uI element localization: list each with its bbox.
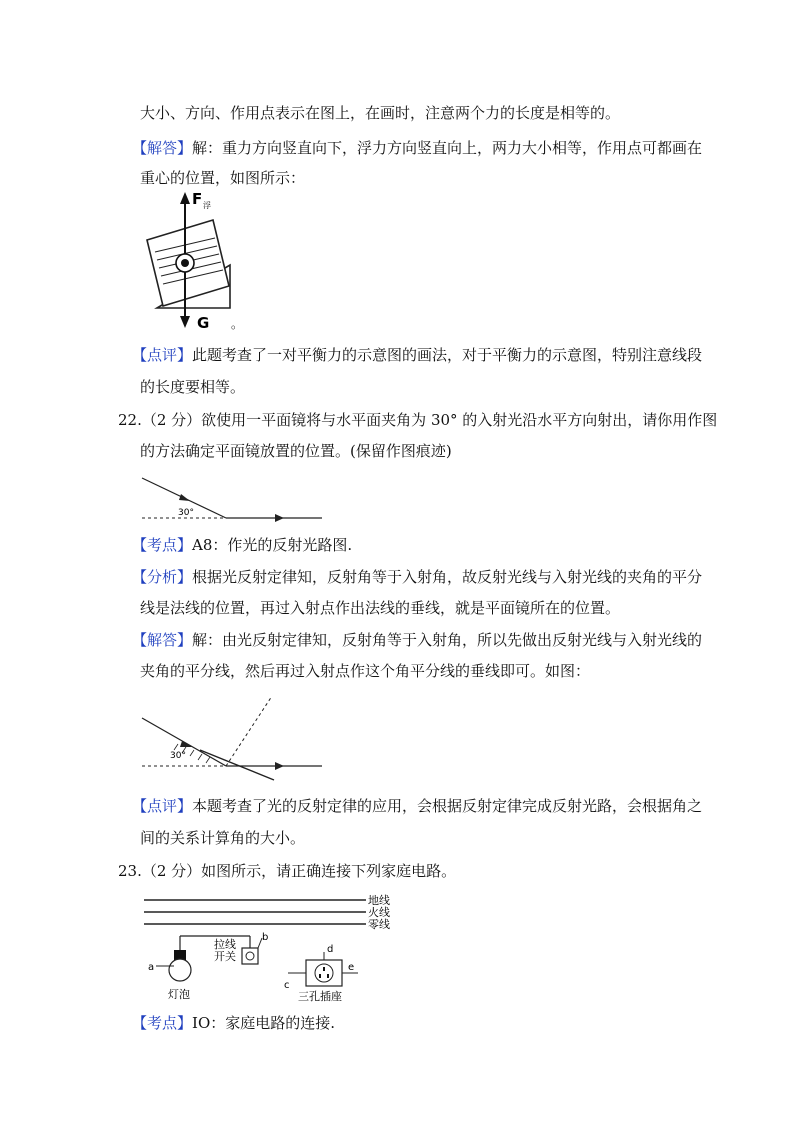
mirror-solution-figure bbox=[138, 692, 328, 788]
arrow-icon bbox=[179, 494, 190, 501]
power-wires bbox=[144, 900, 366, 924]
q22-comment-cont bbox=[140, 828, 305, 848]
comment-tag: 【点评】 bbox=[132, 797, 193, 815]
answer-text: 解：由光反射定律知，反射角等于入射角，所以先做出反射光线与入射光线的 bbox=[192, 631, 703, 649]
q22-stem-cont bbox=[140, 441, 452, 461]
question-text: 的方法确定平面镜放置的位置。(保留作图痕迹) bbox=[140, 442, 452, 460]
kaodian-text: IO：家庭电路的连接. bbox=[192, 1014, 336, 1032]
buoyancy-figure bbox=[135, 190, 255, 335]
switch-label-1: 拉线 bbox=[214, 938, 236, 951]
point-a: a bbox=[148, 962, 155, 973]
answer-text: 解：重力方向竖直向下，浮力方向竖直向上，两力大小相等，作用点可都画在 bbox=[192, 139, 703, 157]
text-line bbox=[140, 103, 620, 123]
kaodian-text: A8：作光的反射光路图. bbox=[192, 536, 353, 554]
bulb-label: 灯泡 bbox=[168, 988, 190, 1001]
fenxi-text: 根据光反射定律知，反射角等于入射角，故反射光线与入射光线的夹角的平分 bbox=[192, 568, 703, 586]
q23-stem bbox=[118, 861, 456, 881]
socket-hole-right bbox=[327, 974, 329, 978]
answer-tag: 【解答】 bbox=[132, 139, 193, 157]
wire-ground-label: 地线 bbox=[368, 894, 390, 907]
q23-kaodian bbox=[132, 1013, 335, 1033]
label-G: G bbox=[197, 314, 210, 332]
normal-dashed bbox=[226, 696, 272, 766]
q22-fenxi-cont bbox=[140, 598, 620, 618]
answer-text: 夹角的平分线，然后再过入射点作这个角平分线的垂线即可。如图： bbox=[140, 662, 591, 680]
comment-text: 此题考查了一对平衡力的示意图的画法，对于平衡力的示意图，特别注意线段 bbox=[192, 346, 703, 364]
socket-label: 三孔插座 bbox=[298, 990, 342, 1003]
fenxi-text: 线是法线的位置，再过入射点作出法线的垂线，就是平面镜所在的位置。 bbox=[140, 599, 621, 617]
q21-comment-cont bbox=[140, 377, 245, 397]
question-text: （2 分）欲使用一平面镜将与水平面夹角为 30° 的入射光沿水平方向射出，请你用作图 bbox=[141, 411, 718, 429]
point-d: d bbox=[327, 944, 334, 955]
q22-comment bbox=[132, 796, 702, 816]
arrow-icon bbox=[275, 762, 284, 770]
figure-period: 。 bbox=[231, 317, 244, 331]
comment-text: 本题考查了光的反射定律的应用，会根据反射定律完成反射光路，会根据角之 bbox=[192, 797, 703, 815]
arrow-down-icon bbox=[180, 316, 190, 328]
q21-answer bbox=[132, 138, 702, 158]
q22-stem bbox=[118, 410, 717, 430]
q21-comment bbox=[132, 345, 702, 365]
q21-answer-cont bbox=[140, 168, 305, 188]
q22-answer-cont bbox=[140, 661, 590, 681]
paragraph-text: 大小、方向、作用点表示在图上，在画时，注意两个力的长度是相等的。 bbox=[140, 104, 621, 122]
q22-answer bbox=[132, 630, 702, 650]
answer-tag: 【解答】 bbox=[132, 631, 193, 649]
comment-text: 的长度要相等。 bbox=[140, 378, 246, 396]
kaodian-tag: 【考点】 bbox=[132, 536, 193, 554]
center-dot-icon bbox=[181, 259, 189, 267]
comment-tag: 【点评】 bbox=[132, 346, 193, 364]
socket-hole-left bbox=[319, 974, 321, 978]
label-F-sub: 浮 bbox=[203, 201, 211, 210]
bulb-icon bbox=[169, 959, 191, 981]
arrow-icon bbox=[180, 741, 192, 747]
q22-fenxi bbox=[132, 567, 702, 587]
arrow-up-icon bbox=[180, 192, 190, 204]
point-b: b bbox=[262, 932, 269, 943]
household-circuit-figure bbox=[138, 890, 403, 1005]
kaodian-tag: 【考点】 bbox=[132, 1014, 193, 1032]
fenxi-tag: 【分析】 bbox=[132, 568, 193, 586]
question-text: （2 分）如图所示，请正确连接下列家庭电路。 bbox=[141, 862, 457, 880]
mirror-line bbox=[200, 750, 274, 780]
wire-live-label: 火线 bbox=[368, 906, 390, 919]
point-c: c bbox=[284, 980, 290, 991]
angle-label: 30° bbox=[170, 751, 186, 761]
switch-label-2: 开关 bbox=[214, 950, 236, 963]
incident-ray-figure bbox=[138, 470, 328, 528]
label-F: F bbox=[192, 190, 203, 208]
comment-text: 间的关系计算角的大小。 bbox=[140, 829, 306, 847]
question-number: 23. bbox=[118, 862, 142, 880]
arrow-icon bbox=[275, 514, 284, 522]
answer-text: 重心的位置，如图所示： bbox=[140, 169, 306, 187]
switch-box bbox=[242, 948, 258, 964]
point-e: e bbox=[348, 962, 355, 973]
socket-hole-top bbox=[323, 967, 325, 971]
q22-kaodian bbox=[132, 535, 352, 555]
question-number: 22. bbox=[118, 411, 142, 429]
angle-label: 30° bbox=[178, 508, 194, 518]
wire-neutral-label: 零线 bbox=[368, 918, 390, 931]
